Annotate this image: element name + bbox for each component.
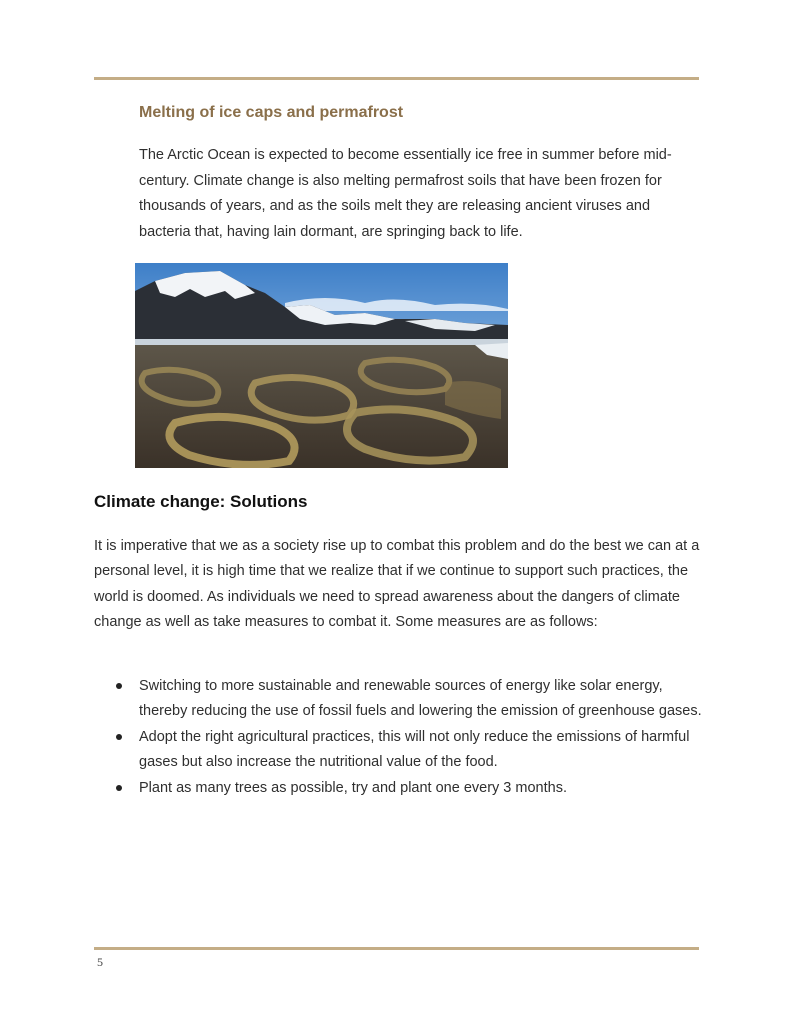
solutions-heading: Climate change: Solutions xyxy=(94,492,308,511)
section-subheading: Melting of ice caps and permafrost xyxy=(139,104,404,121)
list-item xyxy=(94,725,704,776)
list-item-text: Switching to more sustainable and renewable sources of energy like solar energy, thereby reducing the use of fossil fuels and lowering the emission of greenhouse gases. xyxy=(139,678,702,720)
list-item-text: Plant as many trees as possible, try and plant one every 3 months. xyxy=(139,779,567,796)
list-item xyxy=(94,674,704,725)
bullet-icon xyxy=(116,785,122,791)
page-number: 5 xyxy=(97,955,103,969)
bottom-rule xyxy=(94,947,699,950)
list-item xyxy=(94,776,704,801)
list-item-text: Adopt the right agricultural practices, this will not only reduce the emissions of harmful gases but also increase the nutritional value of the food. xyxy=(139,728,690,771)
intro-paragraph: The Arctic Ocean is expected to become essentially ice free in summer before mid-century. Climate change is also melting permafrost soils that have been frozen for thousands of years, and as the soils melt they are releasing ancient viruses and bacteria that, having lain dormant, are springing back to life. xyxy=(139,147,672,240)
top-rule xyxy=(94,77,699,80)
tundra-photo xyxy=(135,263,508,468)
solutions-list xyxy=(94,674,704,801)
bullet-icon xyxy=(116,734,122,740)
bullet-icon xyxy=(116,683,122,689)
solutions-paragraph: It is imperative that we as a society rise up to combat this problem and do the best we can at a personal level, it is high time that we realize that if we continue to support such practices, the world is doomed. As individuals we need to spread awareness about the dangers of climate change as well as take measures to combat it. Some measures are as follows: xyxy=(94,538,700,631)
